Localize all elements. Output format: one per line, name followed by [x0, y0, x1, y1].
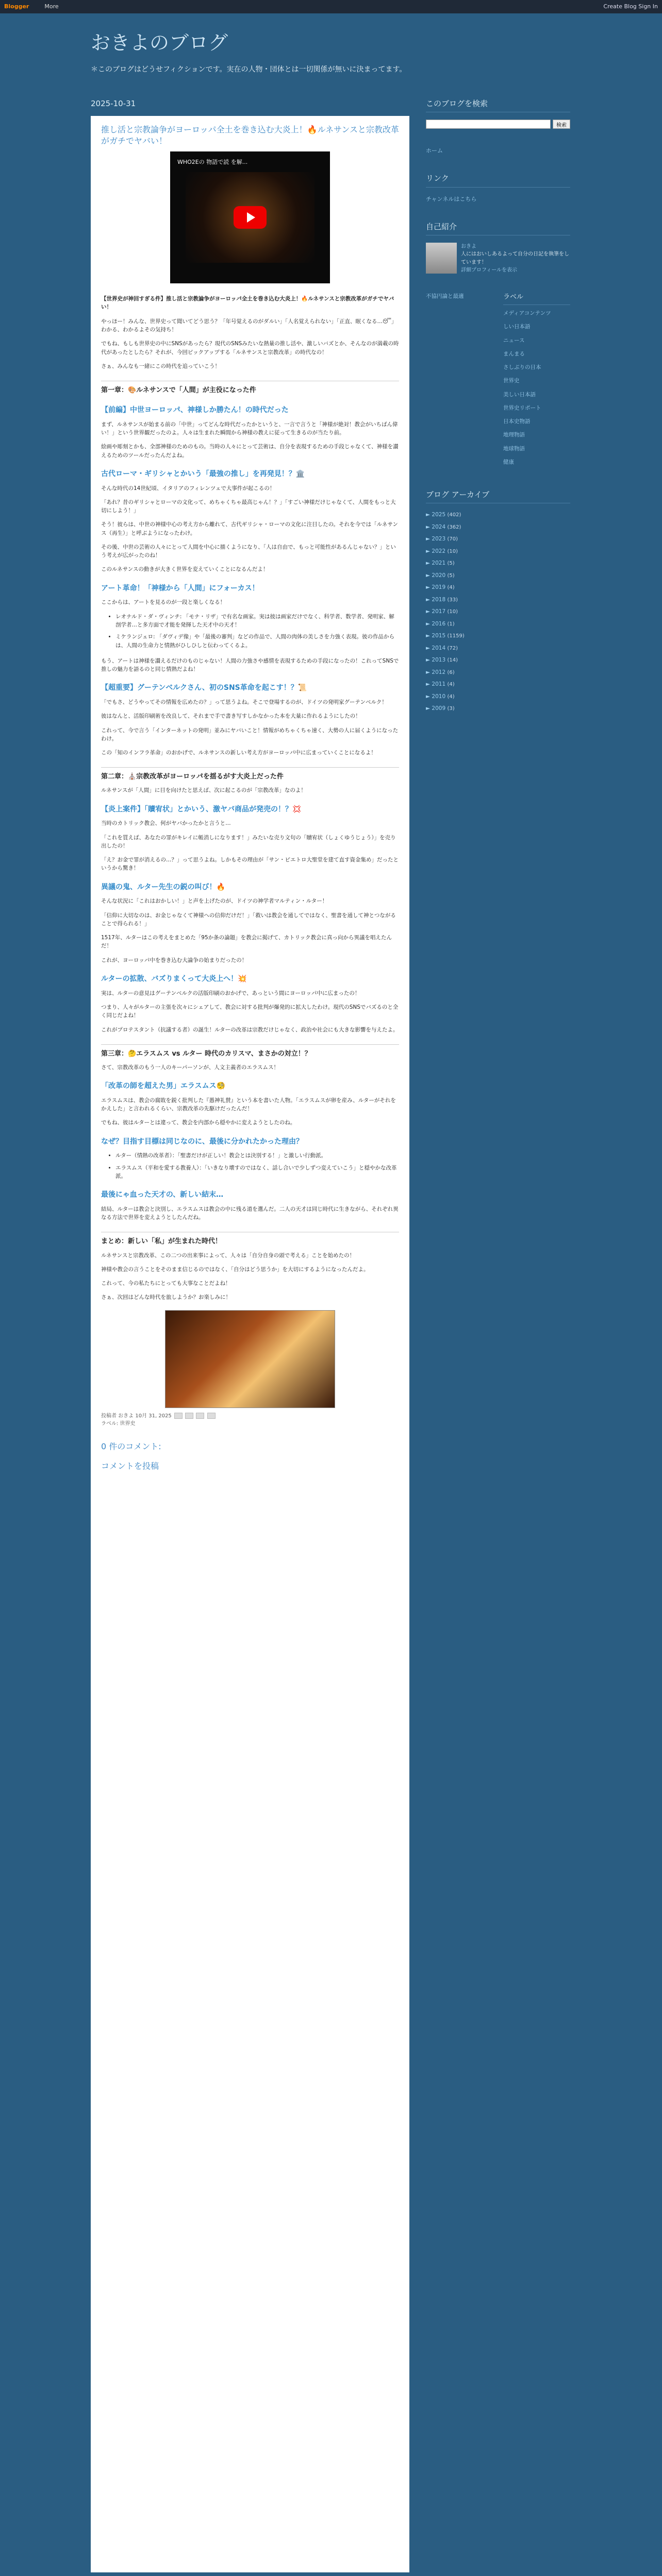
subheading-i: なぜ？目指す目標は同じなのに、最後に分かれたかった理由？ — [101, 1137, 303, 1146]
para-b5: このルネサンスの動きが大きく世界を変えていくことになるんだよ！ — [101, 566, 269, 573]
para-h2: でもね、彼はルターとは違って、教会を内部から穏やかに変えようとしたのね。 — [101, 1120, 296, 1126]
blog-this-icon[interactable] — [185, 1413, 193, 1419]
para-f2: 「信仰に大切なのは、お金じゃなくて神様への信仰だけだ！」「救いは教会を通してではなく、聖書を通して神とつながることで得られる！」 — [101, 912, 396, 927]
subheading-b: 古代ローマ・ギリシャとかいう「最強の推し」を再発見！？🏛️ — [101, 469, 305, 478]
archive-count: (10) — [447, 609, 458, 615]
para-k4: さぁ、次回はどんな時代を旅しようか？お楽しみに！ — [101, 1294, 231, 1301]
para-e1: 当時のカトリック教会、何がヤバかったかと言うと… — [101, 820, 231, 827]
para-b1: そんな時代の14世紀頃、イタリアのフィレンツェで大事件が起こるの！ — [101, 485, 275, 492]
archive-year-link[interactable]: ► 2025 (402) — [426, 512, 461, 518]
label-link[interactable]: 日本史物語 — [503, 418, 531, 425]
archive-year-link[interactable]: ► 2009 (3) — [426, 705, 455, 712]
archive-count: (4) — [447, 693, 455, 700]
more-menu[interactable]: More — [44, 3, 59, 10]
para-e: ルネサンスが「人間」に目を向けたと思えば、次に起こるのが「宗教改革」なのよ！ — [101, 787, 306, 794]
pages-widget — [426, 146, 570, 155]
profile-widget — [426, 221, 570, 275]
para-d1: 「でもさ、どうやってその情報を広めたの？」って思うよね。そこで登場するのが、ドイツの発明家グーテンベルク！ — [101, 699, 387, 705]
subheading-d: 【超重要】グーテンベルクさん、初のSNS革命を起こす！？📜 — [101, 684, 307, 692]
para-c2: もう、アートは神様を讃えるだけのものじゃない！人間の力強さや感情を表現するための手段になったの！これってSNSで推しの魅力を語るのと同じ情熱だよね！ — [101, 657, 399, 673]
archive-count: (72) — [447, 645, 458, 651]
archive-year-link[interactable]: ► 2019 (4) — [426, 584, 455, 591]
intro-1: 【世界史が神回すぎる件】推し活と宗教論争がヨーロッパ全土を巻き込む大炎上！🔥ルネサンスと宗教改革がガチでヤバい！ — [101, 296, 394, 311]
subheading-c: アート革命！「神様から「人間」にフォーカス！ — [101, 584, 259, 592]
summary-heading: まとめ：新しい「私」が生まれた時代！ — [101, 1232, 399, 1247]
para-f4: これが、ヨーロッパ中を巻き込む大論争の始まりだったの！ — [101, 957, 247, 963]
labels-widget — [426, 292, 570, 471]
search-button[interactable]: 検索 — [553, 120, 570, 129]
profile-description: 人にはおいしあるよって自分の日記を執筆をしています！ — [461, 251, 569, 265]
section-2-heading: 第二章：⛪宗教改革がヨーロッパを揺るがす大炎上だった件 — [101, 767, 399, 782]
para-c: ここからは、アートを見るのが一段と楽しくなる！ — [101, 599, 226, 606]
blogger-logo[interactable]: Blogger — [4, 3, 29, 10]
para-j1: 結局、ルターは教会と決別し、エラスムスは教会の中に残る道を選んだ。二人の天才は同じ時代に生きながら、それぞれ異なる方法で世界を変えようとしたんだね。 — [101, 1206, 399, 1221]
post — [91, 116, 409, 2572]
labels-list — [503, 292, 570, 471]
blog-header — [91, 28, 571, 76]
archive-year-link[interactable]: ► 2012 (6) — [426, 669, 455, 675]
list-i — [115, 1151, 399, 1180]
section-1-heading: 第一章：🎨ルネサンスで「人間」が主役になった件 — [101, 381, 399, 396]
archive-count: (5) — [447, 572, 455, 579]
archive-year-link[interactable]: ► 2010 (4) — [426, 693, 455, 700]
archive-widget — [426, 489, 570, 713]
labels-title: ラベル — [503, 292, 570, 305]
list-item: • エラスムス（平和を愛する教養人）：「いきなり壊すのではなく、話し合いで少しずつ変えていこう」と穏やかな改革派。 — [115, 1164, 399, 1181]
label-link[interactable]: 美しい日本語 — [503, 391, 536, 398]
navbar — [0, 0, 662, 13]
archive-year-link[interactable]: ► 2023 (70) — [426, 536, 458, 543]
archive-count: (70) — [447, 536, 458, 543]
label-link[interactable]: さしぶりの日本 — [503, 364, 541, 371]
subheading-g: ルターの拡散、バズりまくって大炎上へ！💥 — [101, 975, 247, 984]
list-item: • ルター（情熱の改革者）：「聖書だけが正しい！教会とは決別する！」と激しい行動派。 — [115, 1151, 399, 1160]
label-link[interactable]: 世界史リポート — [503, 404, 541, 411]
para-g3: これがプロテスタント（抗議する者）の誕生！ルターの改革は宗教だけじゃなく、政治や社会にも大きな影響を与えたよ。 — [101, 1026, 399, 1033]
para-f1: そんな状況に「これはおかしい！」と声を上げたのが、ドイツの神学者マルティン・ルター！ — [101, 898, 328, 905]
archive-title: ブログ アーカイブ — [426, 489, 570, 503]
profile-link[interactable]: 詳細プロフィールを表示 — [461, 267, 517, 274]
para-k3: これって、今の私たちにとっても大事なことだよね！ — [101, 1280, 231, 1287]
archive-year-link[interactable]: ► 2020 (5) — [426, 572, 455, 579]
subheading-h: 「改革の師を超えた男」エラスムス🧐 — [101, 1082, 226, 1091]
para-b4: その後、中世の芸術の人々にとって人間を中心に描くようになり、「人は自由で、もっと可能性があるんじゃない？」という考えが広がったのね！ — [101, 544, 396, 559]
archive-count: (362) — [447, 524, 461, 530]
archive-count: (1) — [447, 621, 455, 627]
play-icon[interactable] — [234, 206, 267, 229]
subheading-e: 【炎上案件】「贖宥状」とかいう、激ヤバ商品が発売の！？💢 — [101, 805, 302, 814]
avatar[interactable] — [426, 243, 457, 274]
para-h: さて、宗教改革のもう一人のキーパーソンが、人文主義者のエラスムス！ — [101, 1064, 279, 1071]
archive-year-link[interactable]: ► 2024 (362) — [426, 523, 461, 530]
archive-year-link[interactable]: ► 2017 (10) — [426, 608, 458, 615]
archive-count: (33) — [447, 597, 458, 603]
post-comment-link[interactable]: コメントを投稿 — [101, 1461, 159, 1471]
blog-description: ＊このブログはどうせフィクションです。実在の人物・団体とは一切関係が無いに決まってます。 — [91, 65, 407, 74]
archive-year-link[interactable]: ► 2013 (14) — [426, 657, 458, 664]
archive-count: (3) — [447, 706, 455, 712]
facebook-icon[interactable] — [207, 1413, 216, 1419]
search-input[interactable] — [426, 120, 551, 129]
archive-year-link[interactable]: ► 2018 (33) — [426, 596, 458, 603]
home-link[interactable]: ホーム — [426, 147, 443, 155]
search-title: このブログを検索 — [426, 98, 570, 112]
para-a2: 絵画や彫刻とかも、全部神様のためのもの。当時の人々にとって芸術は、自分を表現するための手段じゃなくて、神様を讃えるためのツールだったんだよね。 — [101, 444, 399, 459]
subheading-j: 最後にゃ血った天才の、新しい結末… — [101, 1191, 224, 1199]
para-e2: 「これを買えば、あなたの罪がキレイに帳消しになります！」みたいな売り文句の「贖宥状（しょくゆうじょう）」を売り出したの！ — [101, 834, 396, 849]
para-a1: まず、ルネサンスが始まる前の「中世」ってどんな時代だったかというと、一言で言うと「神様が絶対！教会がいちばん偉い！」という世界観だったのよ。人々は生まれた瞬間から神様の教えに従って生きるのが当たり前。 — [101, 421, 398, 436]
post-author-date[interactable]: 投稿者 おきよ 10月 31, 2025 — [101, 1413, 172, 1419]
section-3-heading: 第三章：🤔エラスムス vs ルター 時代のカリスマ、まさかの対立！？ — [101, 1044, 399, 1059]
label-link[interactable]: 世界史 — [503, 378, 520, 384]
list-item: • レオナルド・ダ・ヴィンチ: 「モナ・リザ」で有名な画家。実は彼は画家だけでなく、科学者、数学者、発明家、解剖学者…と多方面で才能を発揮した天才中の天才！ — [115, 613, 399, 630]
label-link[interactable]: 地理物語 — [503, 432, 525, 438]
navbar-right-links[interactable]: Create Blog Sign In — [603, 3, 658, 10]
archive-count: (4) — [447, 682, 455, 688]
post-title[interactable]: 推し活と宗教論争がヨーロッパ全土を巻き込む大炎上！🔥ルネサンスと宗教改革がガチでヤバい！ — [101, 125, 399, 146]
blog-title[interactable]: おきよのブログ — [91, 31, 228, 54]
archive-year-link[interactable]: ► 2022 (10) — [426, 548, 458, 554]
subheading-a: 【前編】中世ヨーロッパ、神様しか勝たん！の時代だった — [101, 406, 289, 415]
para-h1: エラスムスは、教会の腐敗を鋭く批判した『愚神礼賛』という本を書いた人物。「エラスムスが卵を産み、ルターがそれをかえした」と言われるくらい、宗教改革の先駆けだったんだ！ — [101, 1097, 396, 1112]
embedded-video[interactable] — [170, 151, 330, 283]
post-footer — [101, 1412, 399, 1428]
para-k1: ルネサンスと宗教改革、この二つの出来事によって、人々は「自分自身の頭で考える」ことを始めたの！ — [101, 1252, 355, 1259]
para-k2: 神様や教会の言うことをそのまま信じるのではなく、「自分はどう思うか」を大切にするようになったんだよ。 — [101, 1266, 369, 1273]
archive-year-link[interactable]: ► 2011 (4) — [426, 681, 455, 688]
sidebar — [426, 98, 570, 731]
video-title: WHO2Eの 物語で読 を解... — [177, 159, 248, 166]
label-link[interactable]: メディアコンテンツ — [503, 310, 551, 316]
search-widget — [426, 98, 570, 129]
list-item: • ミケランジェロ: 「ダヴィデ像」や「最後の審判」などの作品で、人間の肉体の美しさを力強く表現。彼の作品からは、人間の生命力と情熱がひしひしと伝わってくるよ。 — [115, 633, 399, 650]
para-d4: この「知のインフラ革命」のおかげで、ルネサンスの新しい考え方がヨーロッパ中に広まっていくことになるよ！ — [101, 750, 376, 756]
links-widget — [426, 173, 570, 203]
profile-title: 自己紹介 — [426, 221, 570, 235]
email-icon[interactable] — [174, 1413, 183, 1419]
intro-2: やっほー！みんな、世界史って聞いてどう思う？「年号覚えるのがダルい」「人名覚えられない」「正直、眠くなる…😴」わかる、わかるよその気持ち！ — [101, 318, 397, 333]
subheading-f: 異議の鬼、ルター先生の鋭の叫び！🔥 — [101, 883, 225, 891]
label-link[interactable]: 健康 — [503, 459, 514, 465]
archive-year-link[interactable]: ► 2016 (1) — [426, 620, 455, 627]
archive-count: (10) — [447, 548, 458, 554]
archive-count: (14) — [447, 657, 458, 664]
twitter-icon[interactable] — [196, 1413, 204, 1419]
archive-count: (4) — [447, 585, 455, 591]
para-b2: 「あれ？昔のギリシャとローマの文化って、めちゃくちゃ最高じゃん！？」「すごい神様だけじゃなくて、人間をもっと大切にしよう！」 — [101, 499, 396, 514]
date-header: 2025-10-31 — [91, 99, 136, 108]
para-g2: つまり、人々がルターの主張を次々にシェアして、教会に対する批判が爆発的に拡大したわけ。現代のSNSでバズるのと全く同じだよね！ — [101, 1004, 399, 1019]
para-d3: これって、今で言う「インターネットの発明」並みにヤバいこと！情報がめちゃくちゃ速く、大勢の人に届くようになったわけ。 — [101, 727, 399, 742]
archive-count: (5) — [447, 561, 455, 567]
links-title: リンク — [426, 173, 570, 187]
archive-year-link[interactable]: ► 2014 (72) — [426, 645, 458, 651]
channel-link[interactable]: チャンネルはこちら — [426, 195, 477, 202]
para-g1: 実は、ルターの意見はグーテンベルクの活版印刷のおかげで、あっという間にヨーロッパ中に広まったの！ — [101, 990, 360, 996]
comments-count: 0 件のコメント: — [101, 1441, 161, 1451]
label-link[interactable]: まんまる — [503, 350, 525, 357]
popular-title[interactable]: 不協円論と最適 — [426, 293, 464, 299]
para-d2: 彼はなんと、活版印刷術を改良して、それまで手で書き写すしかなかった本を大量に作れるようにしたの！ — [101, 713, 361, 720]
label-link[interactable]: 地球物語 — [503, 445, 525, 452]
post-illustration — [165, 1310, 335, 1408]
post-labels[interactable]: ラベル: 世界史 — [101, 1421, 136, 1427]
label-link[interactable]: ニュース — [503, 337, 525, 344]
intro-4: さぁ、みんなも一緒にこの時代を追っていこう！ — [101, 363, 220, 369]
list-c — [115, 613, 399, 650]
archive-count: (6) — [447, 669, 455, 675]
para-e3: 「え？お金で罪が消えるの…？」って思うよね。しかもその理由が「サン・ピエトロ大聖堂を建て直す資金集め」だったというから驚き！ — [101, 857, 399, 872]
para-b3: そう！彼らは、中世の神様中心の考え方から離れて、古代ギリシャ・ローマの文化に注目したの。それを今では「ルネサンス（再生）」と呼ぶようになったわけ。 — [101, 521, 398, 536]
archive-count: (1159) — [447, 633, 465, 639]
label-link[interactable]: しい日本語 — [503, 324, 531, 330]
profile-name[interactable]: おきよ — [461, 243, 476, 249]
archive-year-link[interactable]: ► 2015 (1159) — [426, 633, 465, 639]
archive-year-link[interactable]: ► 2021 (5) — [426, 560, 455, 567]
para-f3: 1517年、ルターはこの考えをまとめた「95か条の論題」を教会に掲げて、カトリック教会に真っ向から異議を唱えたんだ！ — [101, 935, 392, 950]
intro-3: でもね、もしも世界史の中にSNSがあったら？現代のSNSみたいな熱量の推し活や、激しいバズとか、そんなのが満載の時代があったとしたら？それが、今回ピックアップする「ルネサンスと宗教改革」の時代なの！ — [101, 341, 399, 355]
archive-count: (402) — [447, 512, 461, 518]
